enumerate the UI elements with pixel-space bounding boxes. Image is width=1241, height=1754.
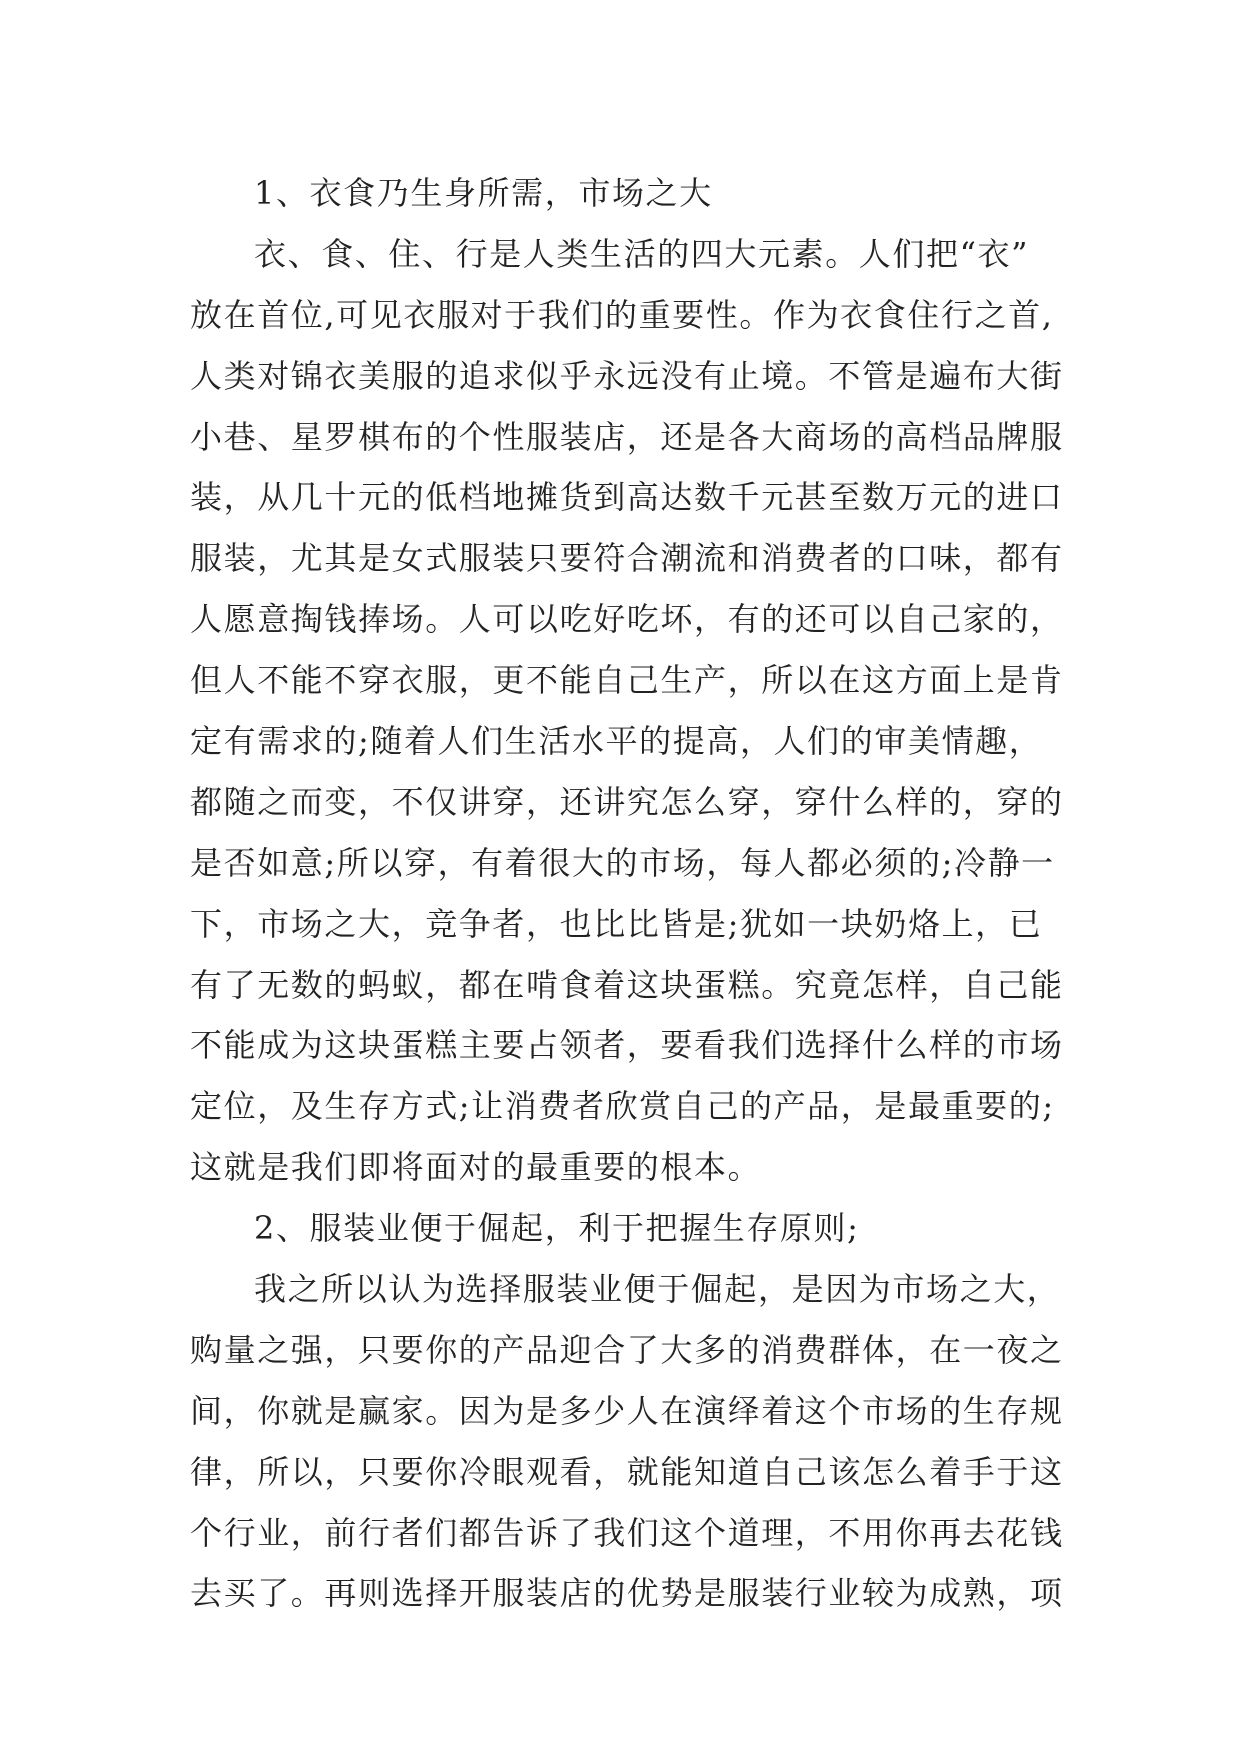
- paragraph-line: 定位，及生存方式;让消费者欣赏自己的产品，是最重要的;: [190, 1087, 1055, 1126]
- paragraph-line: 我之所以认为选择服装业便于倔起，是因为市场之大，: [254, 1270, 1061, 1309]
- paragraph-line: 个行业，前行者们都告诉了我们这个道理，不用你再去花钱: [190, 1513, 1064, 1552]
- paragraph-line: 都随之而变，不仅讲穿，还讲究怎么穿，穿什么样的，穿的: [190, 782, 1064, 821]
- document-body: [190, 163, 1070, 1624]
- section-heading-1: 1、衣食乃生身所需，市场之大: [254, 174, 713, 212]
- paragraph-line: 有了无数的蚂蚁，都在啃食着这块蛋糕。究竟怎样，自己能: [190, 965, 1064, 1004]
- paragraph-line: 放在首位,可见衣服对于我们的重要性。作为衣食住行之首,: [190, 295, 1054, 334]
- paragraph-line: 人类对锦衣美服的追求似乎永远没有止境。不管是遍布大街: [190, 356, 1064, 395]
- paragraph-line: 装，从几十元的低档地摊货到高达数千元甚至数万元的进口: [190, 478, 1064, 517]
- paragraph-line: 不能成为这块蛋糕主要占领者，要看我们选择什么样的市场: [190, 1026, 1064, 1065]
- paragraph-line: 服装，尤其是女式服装只要符合潮流和消费者的口味，都有: [190, 539, 1064, 578]
- paragraph-line: 去买了。再则选择开服装店的优势是服装行业较为成熟，项: [190, 1574, 1064, 1613]
- paragraph-line: 衣、食、住、行是人类生活的四大元素。人们把“衣”: [254, 234, 1030, 273]
- paragraph-line: 小巷、星罗棋布的个性服装店，还是各大商场的高档品牌服: [190, 417, 1064, 456]
- paragraph-line: 这就是我们即将面对的最重要的根本。: [190, 1148, 762, 1187]
- paragraph-line: 下，市场之大，竞争者，也比比皆是;犹如一块奶烙上，已: [190, 904, 1043, 943]
- paragraph-line: 间，你就是赢家。因为是多少人在演绎着这个市场的生存规: [190, 1391, 1064, 1430]
- section-heading-2: 2、服装业便于倔起，利于把握生存原则;: [254, 1209, 860, 1248]
- paragraph-line: 购量之强，只要你的产品迎合了大多的消费群体，在一夜之: [190, 1330, 1064, 1369]
- paragraph-line: 是否如意;所以穿，有着很大的市场，每人都必须的;冷静一: [190, 843, 1055, 882]
- paragraph-line: 定有需求的;随着人们生活水平的提高，人们的审美情趣，: [190, 722, 1043, 761]
- paragraph-line: 律，所以，只要你冷眼观看，就能知道自己该怎么着手于这: [190, 1452, 1064, 1491]
- paragraph-line: 人愿意掏钱捧场。人可以吃好吃坏，有的还可以自己家的，: [190, 600, 1064, 639]
- paragraph-line: 但人不能不穿衣服，更不能自己生产，所以在这方面上是肯: [190, 661, 1064, 700]
